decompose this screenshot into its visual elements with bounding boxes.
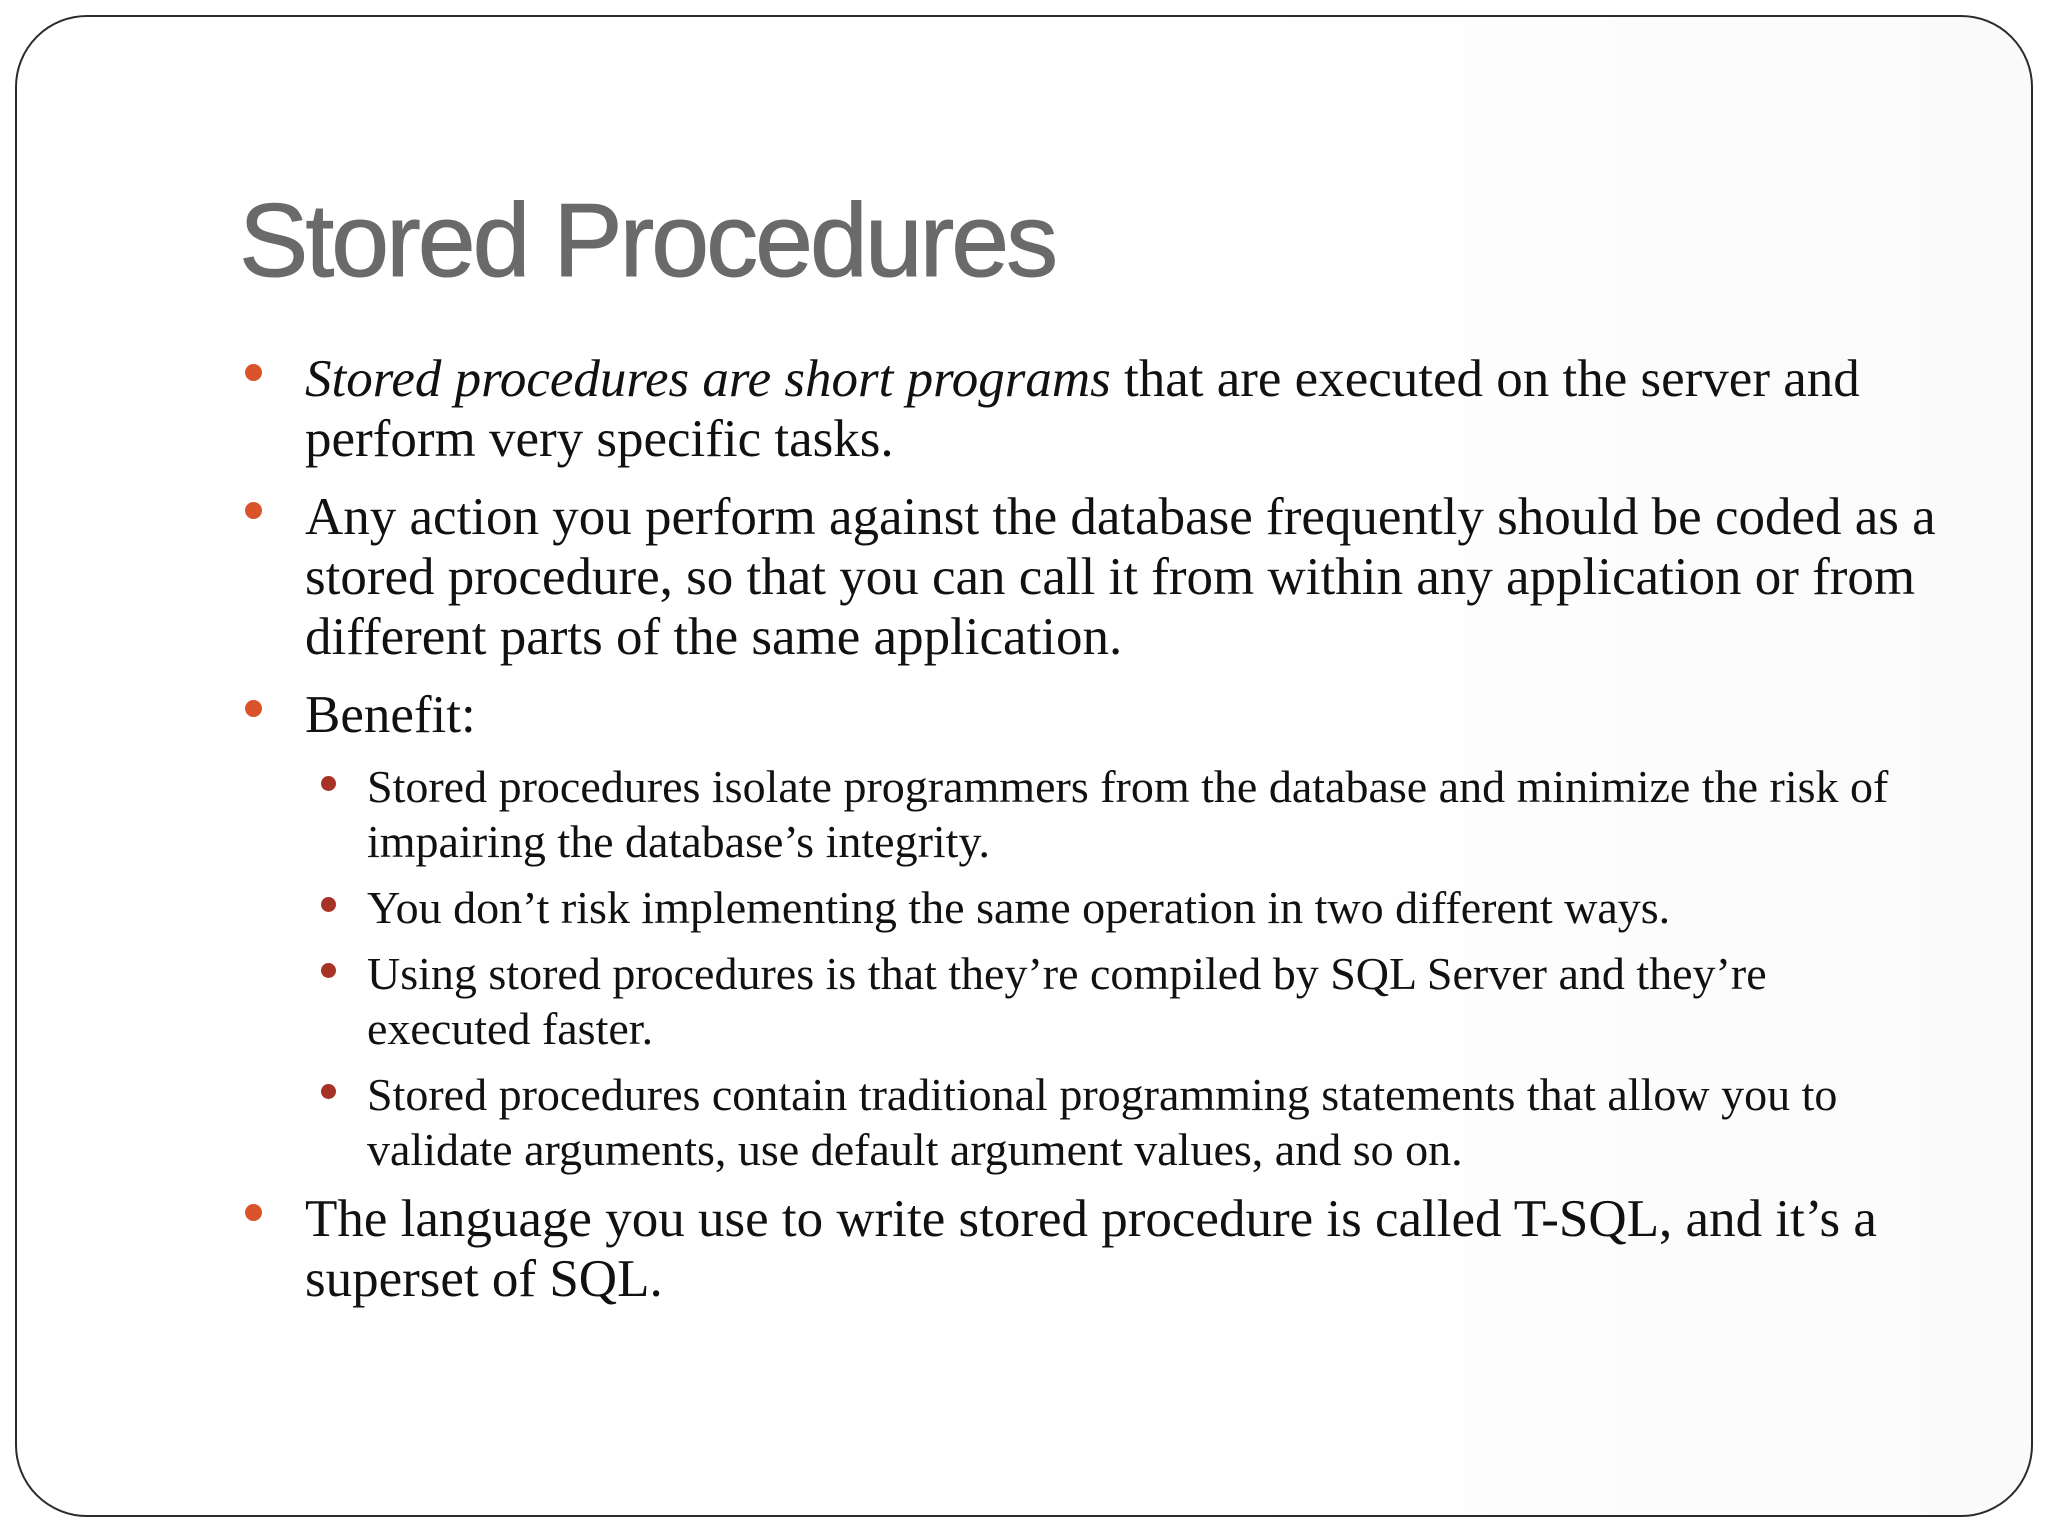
bullet-item	[239, 685, 1939, 745]
sub-bullet-list	[239, 759, 1939, 1177]
sub-bullet-dot	[321, 776, 336, 791]
sub-bullet-item	[239, 1067, 1939, 1177]
bullet-dot	[245, 364, 262, 381]
bullet-italic-lead: Stored procedures are short programs	[305, 350, 1111, 408]
bullet-dot	[245, 700, 262, 717]
sub-bullet-dot	[321, 963, 336, 978]
bullet-item	[239, 349, 1939, 469]
slide-content	[239, 349, 1939, 1327]
slide-title: Stored Procedures	[239, 183, 1056, 299]
sub-bullet-text: Stored procedures isolate programmers from the database and minimize the risk of impairing the database’s integrity.	[367, 761, 1889, 867]
bullet-dot	[245, 502, 262, 519]
bullet-text: Benefit:	[305, 686, 476, 744]
bullet-item	[239, 487, 1939, 667]
slide-frame	[15, 15, 2033, 1517]
bullet-text: The language you use to write stored procedure is called T-SQL, and it’s a superset of SQL.	[305, 1190, 1877, 1308]
bullet-dot	[245, 1204, 262, 1221]
sub-bullet-item	[239, 759, 1939, 869]
sub-bullet-text: Using stored procedures is that they’re compiled by SQL Server and they’re executed faster.	[367, 948, 1767, 1054]
sub-bullet-dot	[321, 1084, 336, 1099]
sub-bullet-dot	[321, 897, 336, 912]
sub-bullet-text: You don’t risk implementing the same operation in two different ways.	[367, 882, 1671, 933]
bullet-text: Any action you perform against the database frequently should be coded as a stored procedure, so that you can call it from within any application or from different parts of the same application.	[305, 488, 1936, 666]
sub-bullet-text: Stored procedures contain traditional programming statements that allow you to validate arguments, use default argument values, and so on.	[367, 1069, 1838, 1175]
bullet-text: that are executed on the server and perform very specific tasks.	[305, 350, 1860, 468]
bullet-item	[239, 1189, 1939, 1309]
sub-bullet-item	[239, 946, 1939, 1056]
sub-bullet-item	[239, 880, 1939, 935]
